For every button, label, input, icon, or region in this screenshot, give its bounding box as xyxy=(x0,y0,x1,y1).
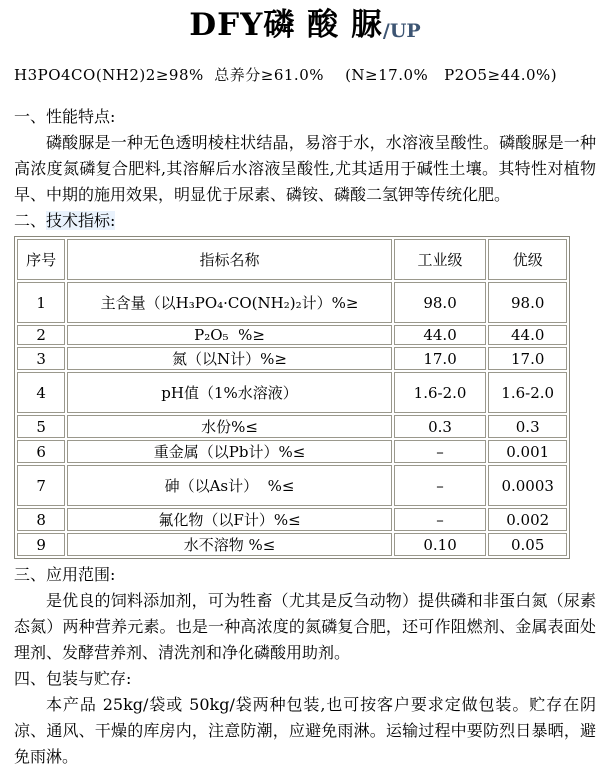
cell-indicator: P₂O₅ %≥ xyxy=(67,325,391,345)
section-packaging-body: 本产品 25kg/袋或 50kg/袋两种包装,也可按客户要求定做包装。贮存在阴凉、通风、干燥的库房内，注意防潮，应避免雨淋。运输过程中要防烈日暴晒，避免雨淋。 xyxy=(14,695,596,766)
section-performance-body: 磷酸脲是一种无色透明棱柱状结晶，易溶于水，水溶液呈酸性。磷酸脲是一种高浓度氮磷复合肥料,其溶解后水溶液呈酸性,尤其适用于碱性土壤。其特性对植物早、中期的施用效果，明显优于尿素、磷铵、磷酸二氢钾等传统化肥。 xyxy=(14,133,596,204)
table-row xyxy=(17,415,567,438)
col-header-industrial: 工业级 xyxy=(394,239,487,280)
cell-industrial: – xyxy=(394,508,487,531)
cell-premium: 0.05 xyxy=(488,533,567,556)
cell-indicator: pH值（1%水溶液） xyxy=(67,372,391,413)
cell-index: 1 xyxy=(17,282,65,323)
cell-premium: 0.001 xyxy=(488,440,567,463)
cell-industrial: 17.0 xyxy=(394,347,487,370)
cell-index: 8 xyxy=(17,508,65,531)
cell-indicator: 氮（以N计）%≥ xyxy=(67,347,391,370)
page-title-suffix: /UP xyxy=(382,20,421,42)
table-row xyxy=(17,465,567,506)
specs-table xyxy=(14,236,570,559)
specs-table-header-row xyxy=(17,239,567,280)
page-title xyxy=(14,6,596,50)
section-application-heading: 三、应用范围: xyxy=(14,565,116,584)
cell-index: 7 xyxy=(17,465,65,506)
cell-industrial: 0.3 xyxy=(394,415,487,438)
cell-industrial: – xyxy=(394,440,487,463)
cell-index: 5 xyxy=(17,415,65,438)
section-packaging-heading: 四、包装与贮存: xyxy=(14,669,132,688)
cell-premium: 1.6-2.0 xyxy=(488,372,567,413)
cell-industrial: 98.0 xyxy=(394,282,487,323)
table-row xyxy=(17,533,567,556)
cell-industrial: 1.6-2.0 xyxy=(394,372,487,413)
cell-indicator: 砷（以As计） %≤ xyxy=(67,465,391,506)
cell-premium: 0.0003 xyxy=(488,465,567,506)
section-application-body: 是优良的饲料添加剂，可为牲畜（尤其是反刍动物）提供磷和非蛋白氮（尿素态氮）两种营养元素。也是一种高浓度的氮磷复合肥，还可作阻燃剂、金属表面处理剂、发酵营养剂、清洗剂和净化磷酸用助剂。 xyxy=(14,591,596,662)
cell-index: 9 xyxy=(17,533,65,556)
cell-index: 2 xyxy=(17,325,65,345)
cell-industrial: 0.10 xyxy=(394,533,487,556)
col-header-index: 序号 xyxy=(17,239,65,280)
cell-indicator: 氟化物（以F计）%≤ xyxy=(67,508,391,531)
cell-index: 6 xyxy=(17,440,65,463)
table-row xyxy=(17,440,567,463)
cell-index: 4 xyxy=(17,372,65,413)
cell-indicator: 重金属（以Pb计）%≤ xyxy=(67,440,391,463)
cell-premium: 0.002 xyxy=(488,508,567,531)
formula-line: H3PO4CO(NH2)2≥98% 总养分≥61.0% (N≥17.0% P2O5≥44.0%) xyxy=(14,66,558,84)
page-title-main: DFY磷 酸 脲 xyxy=(189,7,383,43)
table-row xyxy=(17,508,567,531)
section-performance-heading: 一、性能特点: xyxy=(14,107,116,126)
table-row xyxy=(17,282,567,323)
cell-indicator: 主含量（以H₃PO₄·CO(NH₂)₂计）%≥ xyxy=(67,282,391,323)
col-header-premium: 优级 xyxy=(488,239,567,280)
section-specs-heading-highlighted: 技术指标: xyxy=(46,211,116,230)
table-row xyxy=(17,325,567,345)
col-header-indicator-name: 指标名称 xyxy=(67,239,391,280)
cell-indicator: 水份%≤ xyxy=(67,415,391,438)
cell-industrial: – xyxy=(394,465,487,506)
cell-indicator: 水不溶物 %≤ xyxy=(67,533,391,556)
table-row xyxy=(17,372,567,413)
cell-premium: 17.0 xyxy=(488,347,567,370)
cell-premium: 44.0 xyxy=(488,325,567,345)
cell-index: 3 xyxy=(17,347,65,370)
cell-premium: 98.0 xyxy=(488,282,567,323)
cell-industrial: 44.0 xyxy=(394,325,487,345)
section-specs-heading xyxy=(14,208,596,234)
cell-premium: 0.3 xyxy=(488,415,567,438)
table-row xyxy=(17,347,567,370)
section-specs-heading-prefix: 二、 xyxy=(14,211,47,230)
